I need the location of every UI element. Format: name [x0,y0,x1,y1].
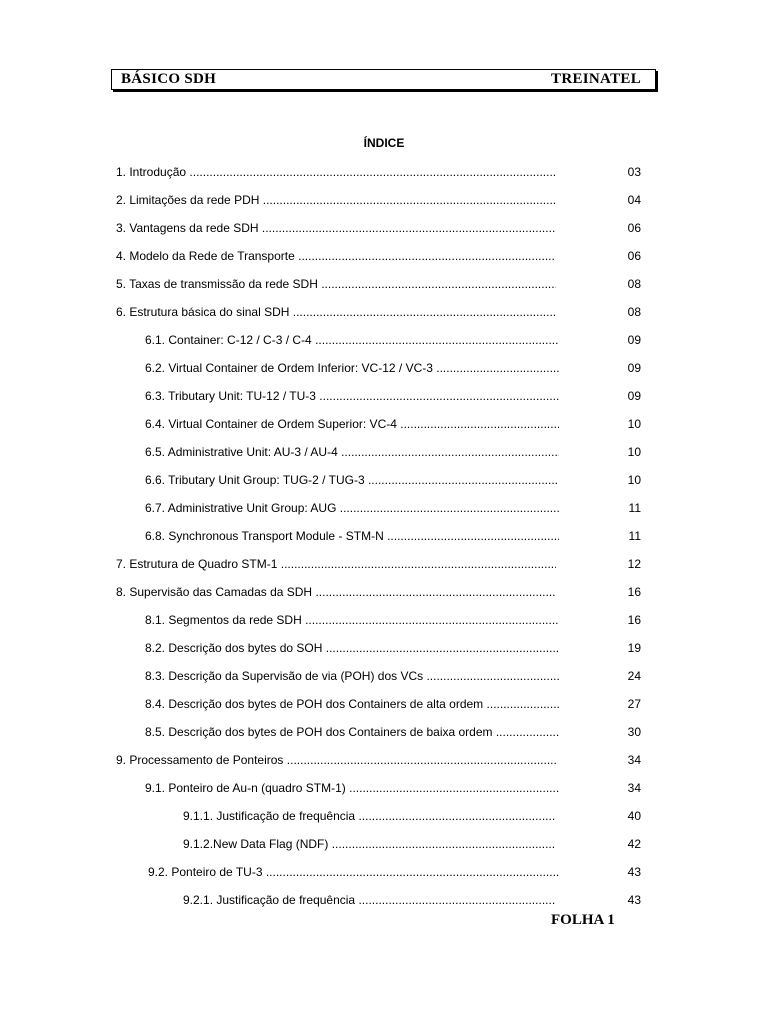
toc-entry [145,332,559,348]
toc-entry-text: 6.5. Administrative Unit: AU-3 / AU-4 ..... [145,444,559,460]
toc-entry-page: 09 [627,389,641,403]
document-header [111,69,656,90]
toc-entry-text: 2. Limitações da rede PDH ..... [116,192,556,208]
toc-entry-text: 6.1. Container: C-12 / C-3 / C-4 ..... [145,332,559,348]
toc-entry-text: 9.2. Ponteiro de TU-3 ..... [148,864,559,880]
toc-entry [116,248,556,264]
toc-entry-text: 3. Vantagens da rede SDH ..... [116,220,556,236]
toc-entry [116,276,556,292]
toc-entry-text: 9.1.2.New Data Flag (NDF) ..... [183,836,556,852]
toc-entry [183,836,556,852]
toc-entry [183,892,556,908]
toc-entry-page: 09 [627,361,641,375]
toc-entry [183,808,556,824]
toc-entry-page: 08 [627,277,641,291]
toc-entry [145,724,559,740]
toc-entry-page: 43 [627,893,641,907]
toc-entry-text: 8.4. Descrição dos bytes de POH dos Containers de alta ordem ..... [145,696,559,712]
toc-title: ÍNDICE [363,136,405,150]
toc-entry [145,528,559,544]
toc-entry-text: 8.2. Descrição dos bytes do SOH ..... [145,640,559,656]
toc-entry-text: 6.8. Synchronous Transport Module - STM-N ..... [145,528,559,544]
toc-entry [145,696,559,712]
toc-entry-text: 6.2. Virtual Container de Ordem Inferior: VC-12 / VC-3 ..... [145,360,559,376]
toc-entry-text: 9. Processamento de Ponteiros ..... [116,752,556,768]
toc-entry-page: 30 [627,725,641,739]
toc-entry [116,556,556,572]
toc-entry-page: 10 [627,473,641,487]
toc-entry [148,864,559,880]
toc-entry-page: 10 [627,445,641,459]
toc-entry-page: 06 [627,249,641,263]
toc-entry-text: 5. Taxas de transmissão da rede SDH ..... [116,276,556,292]
toc-entry [116,584,556,600]
toc-entry-text: 9.1. Ponteiro de Au-n (quadro STM-1) ..... [145,780,559,796]
toc-entry [145,668,559,684]
toc-entry-page: 40 [627,809,641,823]
toc-entry-page: 19 [627,641,641,655]
toc-entry-page: 10 [627,417,641,431]
toc-entry-page: 16 [627,585,641,599]
toc-entry-text: 6.3. Tributary Unit: TU-12 / TU-3 ..... [145,388,559,404]
toc-entry [145,612,559,628]
toc-entry-text: 8.1. Segmentos da rede SDH ..... [145,612,559,628]
toc-entry-text: 1. Introdução ..... [116,164,556,180]
toc-entry [145,780,559,796]
toc-entry [145,416,559,432]
toc-entry [145,640,559,656]
toc-entry [116,304,556,320]
toc-entry [116,752,556,768]
toc-entry-page: 04 [627,193,641,207]
toc-entry-page: 42 [627,837,641,851]
toc-entry [145,472,559,488]
toc-entry [145,388,559,404]
toc-entry-page: 12 [627,557,641,571]
toc-entry [145,444,559,460]
toc-entry-page: 16 [627,613,641,627]
toc-entry-text: 9.1.1. Justificação de frequência ..... [183,808,556,824]
toc-entry-text: 6.7. Administrative Unit Group: AUG ..... [145,500,559,516]
header-title: BÁSICO SDH [121,71,217,87]
toc-entry [116,164,556,180]
toc-entry-text: 7. Estrutura de Quadro STM-1 ..... [116,556,556,572]
toc-entry-page: 34 [627,781,641,795]
toc-entry-page: 43 [627,865,641,879]
toc-entry-text: 6. Estrutura básica do sinal SDH ..... [116,304,556,320]
page-footer: FOLHA 1 [551,912,615,928]
toc-entry-page: 03 [627,165,641,179]
toc-entry [116,220,556,236]
toc-entry-page: 11 [628,529,641,543]
toc-entry-text: 6.6. Tributary Unit Group: TUG-2 / TUG-3 ..... [145,472,559,488]
toc-entry-page: 09 [627,333,641,347]
toc-entry-text: 8.5. Descrição dos bytes de POH dos Containers de baixa ordem ..... [145,724,559,740]
toc-entry [145,500,559,516]
toc-entry-page: 06 [627,221,641,235]
toc-entry-text: 6.4. Virtual Container de Ordem Superior: VC-4 ..... [145,416,559,432]
toc-entry [116,192,556,208]
toc-entry-page: 11 [628,501,641,515]
toc-entry-page: 24 [627,669,641,683]
toc-entry-page: 08 [627,305,641,319]
toc-entry-text: 8.3. Descrição da Supervisão de via (POH) dos VCs ..... [145,668,559,684]
toc-entry [145,360,559,376]
header-company: TREINATEL [551,71,641,87]
toc-entry-page: 34 [627,753,641,767]
toc-entry-text: 8. Supervisão das Camadas da SDH ..... [116,584,556,600]
toc-entry-page: 27 [627,697,641,711]
toc-entry-text: 4. Modelo da Rede de Transporte ..... [116,248,556,264]
toc-entry-text: 9.2.1. Justificação de frequência ..... [183,892,556,908]
